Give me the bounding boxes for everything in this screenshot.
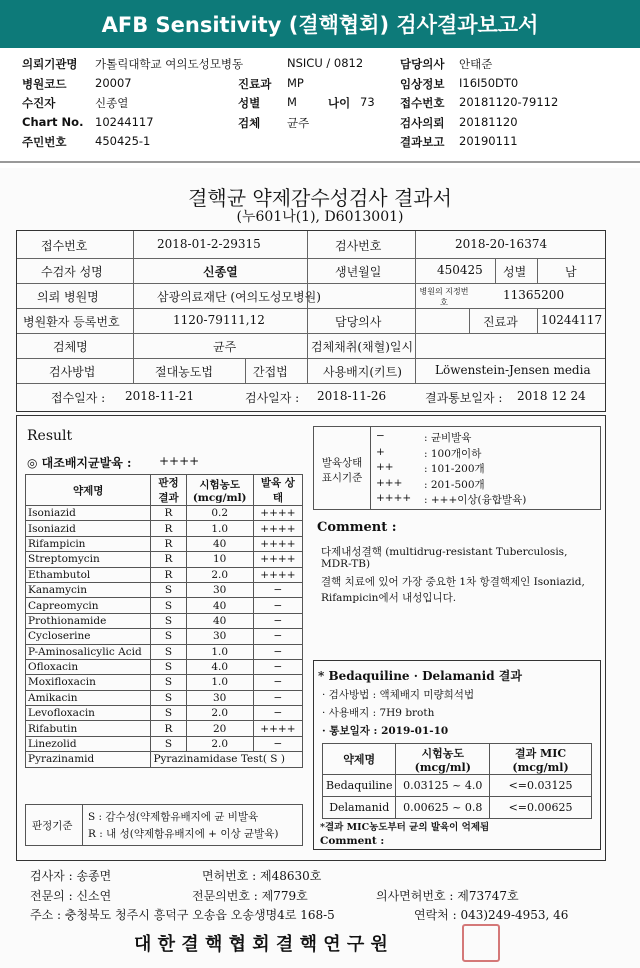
growth-symbol: +++ bbox=[376, 476, 403, 489]
collect-label: 검체채취(채혈)일시 bbox=[311, 340, 414, 354]
table-row bbox=[26, 521, 303, 536]
col-drug: 약제명 bbox=[26, 475, 151, 506]
control-label: ◎ 대조배지균발육 : bbox=[27, 456, 132, 470]
footer-line2-c: 의사면허번호 : 제73747호 bbox=[376, 889, 519, 903]
drug-name: Streptomycin bbox=[26, 552, 151, 567]
footer-org: 대 한 결 핵 협 회 결 핵 연 구 원 bbox=[134, 934, 388, 955]
notified-label: 결과통보일자 : bbox=[425, 391, 503, 405]
control-value: ++++ bbox=[159, 454, 200, 468]
mic-note: *결과 MIC농도부터 균의 발육이 억제됨 bbox=[320, 822, 490, 833]
institution-value: 가톨릭대학교 여의도성모병동 bbox=[95, 57, 244, 71]
criteria-label: 판정기준 bbox=[32, 820, 73, 832]
report-title: AFB Sensitivity (결핵협회) 검사결과보고서 bbox=[0, 0, 640, 48]
received: 2018-11-21 bbox=[125, 389, 195, 403]
concentration: 1.0 bbox=[186, 675, 253, 690]
examinee-value: 신종열 bbox=[95, 96, 129, 110]
age-value: 73 bbox=[360, 95, 375, 109]
table-row bbox=[26, 659, 303, 674]
concentration: 30 bbox=[186, 582, 253, 597]
growth: − bbox=[253, 629, 302, 644]
growth-meaning: : 101-200개 bbox=[424, 463, 485, 475]
mic-result: <=0.03125 bbox=[490, 775, 592, 797]
growth: − bbox=[253, 690, 302, 705]
media: Löwenstein-Jensen media bbox=[435, 363, 591, 377]
dept-label: 진료과 bbox=[483, 315, 518, 329]
table-row bbox=[26, 706, 303, 721]
comment-line-2: MDR-TB) bbox=[321, 558, 371, 570]
judgement: R bbox=[151, 721, 186, 736]
hospital: 삼광의료재단 (여의도성모병원) bbox=[157, 290, 321, 304]
table-row bbox=[26, 582, 303, 597]
specimen: 균주 bbox=[213, 340, 237, 354]
report-header bbox=[22, 54, 622, 152]
concentration: 40 bbox=[186, 598, 253, 613]
receipt-no-label: 접수번호 bbox=[41, 239, 88, 253]
table-row bbox=[26, 721, 303, 736]
criteria-s: S : 감수성(약제함유배지에 균 비발육 bbox=[88, 811, 259, 823]
mic-col-conc: 시험농도 (mcg/ml) bbox=[396, 744, 490, 775]
tested: 2018-11-26 bbox=[317, 389, 387, 403]
doc-subtitle: (누601나(1), D6013001) bbox=[236, 209, 404, 225]
growth: ++++ bbox=[253, 721, 302, 736]
comment-line-1: 다제내성결핵 (multidrug-resistant Tuberculosis, bbox=[321, 546, 568, 558]
growth-symbol: ++ bbox=[376, 461, 394, 473]
drug-name: Rifabutin bbox=[26, 721, 151, 736]
footer-line1-a: 검사자 : 송종면 bbox=[30, 869, 112, 883]
concentration: 4.0 bbox=[186, 659, 253, 674]
footer-line2-a: 전문의 : 신소연 bbox=[30, 889, 112, 903]
judgement: S bbox=[151, 644, 186, 659]
rrn-value: 450425-1 bbox=[95, 134, 151, 148]
dept-label: 진료과 bbox=[238, 76, 272, 91]
growth: ++++ bbox=[253, 506, 302, 521]
drug-name: Moxifloxacin bbox=[26, 675, 151, 690]
concentration: 30 bbox=[186, 629, 253, 644]
concentration: 30 bbox=[186, 690, 253, 705]
drug-name: P-Aminosalicylic Acid bbox=[26, 644, 151, 659]
pza-drug: Pyrazinamid bbox=[26, 752, 151, 767]
judgement: S bbox=[151, 582, 186, 597]
growth: − bbox=[253, 598, 302, 613]
concentration: 10 bbox=[186, 552, 253, 567]
footer-address: 주소 : 충청북도 청주시 흥덕구 오송읍 오송생명4로 168-5 bbox=[30, 908, 335, 922]
concentration: 1.0 bbox=[186, 521, 253, 536]
growth: ++++ bbox=[253, 567, 302, 582]
drug-name: Isoniazid bbox=[26, 521, 151, 536]
scanned-report bbox=[0, 168, 640, 968]
table-row bbox=[26, 552, 303, 567]
header-divider bbox=[0, 161, 640, 163]
result-title: Result bbox=[27, 428, 73, 444]
patient-info-table bbox=[16, 230, 606, 412]
table-row bbox=[26, 690, 303, 705]
doctor-value: 안태준 bbox=[459, 57, 493, 71]
doc-title: 결핵균 약제감수성검사 결과서 bbox=[188, 186, 452, 210]
col-conc: 시험농도 (mcg/ml) bbox=[186, 475, 253, 506]
designated-no: 11365200 bbox=[503, 288, 565, 302]
judgement: S bbox=[151, 613, 186, 628]
growth-meaning: : 201-500개 bbox=[424, 478, 485, 491]
growth-meaning: : 균비발육 bbox=[424, 432, 472, 444]
judgement: S bbox=[151, 690, 186, 705]
judgement: R bbox=[151, 521, 186, 536]
drug-name: Levofloxacin bbox=[26, 706, 151, 721]
drug-table bbox=[25, 474, 303, 768]
table-row bbox=[26, 598, 303, 613]
report-date-label: 결과보고 bbox=[400, 135, 445, 149]
judgement: S bbox=[151, 675, 186, 690]
bdq-method: · 검사방법 : 액체배지 미량희석법 bbox=[322, 689, 475, 701]
test-no: 2018-20-16374 bbox=[455, 237, 548, 251]
specimen-label: 검체 bbox=[238, 115, 261, 130]
notified: 2018 12 24 bbox=[517, 389, 586, 403]
doctor-label: 담당의사 bbox=[400, 57, 445, 71]
table-row bbox=[26, 613, 303, 628]
judgement: R bbox=[151, 506, 186, 521]
table-row bbox=[26, 675, 303, 690]
bdq-media: · 사용배지 : 7H9 broth bbox=[322, 707, 435, 719]
footer-line2-b: 전문의번호 : 제779호 bbox=[192, 889, 308, 903]
receipt-no-label: 접수번호 bbox=[400, 96, 445, 110]
judgement: S bbox=[151, 659, 186, 674]
concentration: 2.0 bbox=[186, 706, 253, 721]
table-row bbox=[26, 567, 303, 582]
footer-line1-b: 면허번호 : 제48630호 bbox=[202, 869, 322, 883]
growth-symbol: − bbox=[376, 430, 385, 442]
mic-conc: 0.03125 ~ 4.0 bbox=[396, 775, 490, 797]
table-row bbox=[26, 536, 303, 551]
concentration: 20 bbox=[186, 721, 253, 736]
growth-label: 발육상태 표시기준 bbox=[321, 457, 363, 484]
criteria-box bbox=[25, 804, 303, 846]
institution-label: 의뢰기관명 bbox=[22, 57, 78, 71]
drug-name: Amikacin bbox=[26, 690, 151, 705]
mic-col-mic: 결과 MIC (mcg/ml) bbox=[490, 744, 592, 775]
growth-meaning: : 100개이하 bbox=[424, 447, 482, 460]
mic-row bbox=[323, 775, 592, 797]
receipt-no: 2018-01-2-29315 bbox=[157, 237, 261, 251]
growth: − bbox=[253, 613, 302, 628]
judgement: R bbox=[151, 567, 186, 582]
clinical-label: 임상정보 bbox=[400, 76, 445, 91]
hospital-code-label: 병원코드 bbox=[22, 76, 67, 91]
concentration: 2.0 bbox=[186, 736, 253, 751]
age-label: 나이 bbox=[328, 96, 351, 110]
growth: ++++ bbox=[253, 536, 302, 551]
mic-table bbox=[322, 743, 592, 819]
judgement: S bbox=[151, 598, 186, 613]
table-row bbox=[26, 506, 303, 521]
seal-stamp bbox=[462, 924, 500, 962]
patient-no-label: 병원환자 등록번호 bbox=[23, 315, 120, 329]
comment-title: Comment : bbox=[317, 520, 397, 535]
rrn-label: 주민번호 bbox=[22, 135, 67, 149]
concentration: 40 bbox=[186, 536, 253, 551]
mic-result: <=0.00625 bbox=[490, 797, 592, 819]
growth: − bbox=[253, 706, 302, 721]
drug-name: Ethambutol bbox=[26, 567, 151, 582]
growth: − bbox=[253, 644, 302, 659]
bdq-title: * Bedaquiline · Delamanid 결과 bbox=[318, 669, 522, 683]
criteria-r: R : 내 성(약제함유배지에 + 이상 균발육) bbox=[88, 828, 279, 840]
growth: − bbox=[253, 582, 302, 597]
bdq-box bbox=[313, 660, 601, 850]
drug-name: Capreomycin bbox=[26, 598, 151, 613]
growth: − bbox=[253, 659, 302, 674]
judgement: S bbox=[151, 706, 186, 721]
specimen-label: 검체명 bbox=[53, 340, 88, 354]
chart-label: Chart No. bbox=[22, 114, 84, 129]
judgement: S bbox=[151, 736, 186, 751]
concentration: 2.0 bbox=[186, 567, 253, 582]
examinee-label: 수진자 bbox=[22, 96, 56, 110]
growth-symbol: + bbox=[376, 445, 385, 458]
designated-label: 병원의 지정번호 bbox=[419, 287, 469, 307]
tested-label: 검사일자 : bbox=[245, 391, 300, 405]
sex: 남 bbox=[565, 265, 577, 279]
growth: ++++ bbox=[253, 552, 302, 567]
concentration: 40 bbox=[186, 613, 253, 628]
method2: 간접법 bbox=[253, 365, 288, 379]
growth-symbol: ++++ bbox=[376, 492, 412, 504]
request-date-label: 검사의뢰 bbox=[400, 115, 445, 130]
col-judgement: 판정 결과 bbox=[151, 475, 186, 506]
dept-value: MP bbox=[287, 75, 304, 90]
judgement: S bbox=[151, 629, 186, 644]
method1: 절대농도법 bbox=[155, 365, 213, 379]
mic-drug: Bedaquiline bbox=[323, 775, 396, 797]
patient-no: 1120-79111,12 bbox=[173, 313, 265, 327]
request-date-value: 20181120 bbox=[459, 114, 518, 129]
table-row bbox=[26, 644, 303, 659]
dept-value: 10244117 bbox=[541, 313, 603, 327]
report-date-value: 20190111 bbox=[459, 134, 518, 148]
birth-label: 생년월일 bbox=[335, 265, 382, 279]
growth: − bbox=[253, 675, 302, 690]
chart-value: 10244117 bbox=[95, 114, 154, 129]
judgement: R bbox=[151, 536, 186, 551]
doctor-label: 담당의사 bbox=[335, 315, 382, 329]
drug-name: Isoniazid bbox=[26, 506, 151, 521]
footer-contact: 연락처 : 043)249-4953, 46 bbox=[414, 908, 569, 922]
growth: − bbox=[253, 736, 302, 751]
sex-label: 성별 bbox=[503, 265, 527, 279]
received-label: 접수일자 : bbox=[51, 391, 106, 405]
receipt-no-value: 20181120-79112 bbox=[459, 95, 559, 109]
pza-value: Pyrazinamidase Test( S ) bbox=[151, 752, 303, 767]
mic-conc: 0.00625 ~ 0.8 bbox=[396, 797, 490, 819]
specimen-value: 균주 bbox=[287, 115, 310, 130]
ward-value: NSICU / 0812 bbox=[287, 56, 364, 70]
mic-col-drug: 약제명 bbox=[323, 744, 396, 775]
drug-name: Cycloserine bbox=[26, 629, 151, 644]
table-row bbox=[26, 629, 303, 644]
sex-label: 성별 bbox=[238, 96, 261, 110]
bdq-date: · 통보일자 : 2019-01-10 bbox=[322, 725, 449, 737]
result-section bbox=[16, 415, 606, 861]
hospital-label: 의뢰 병원명 bbox=[37, 290, 99, 304]
comment-line-4: Rifampicin에서 내성입니다. bbox=[321, 592, 457, 604]
media-label: 사용배지(키트) bbox=[323, 365, 402, 379]
concentration: 1.0 bbox=[186, 644, 253, 659]
name-label: 수검자 성명 bbox=[41, 265, 103, 279]
birth: 450425 bbox=[437, 263, 483, 277]
sex-value: M bbox=[287, 95, 297, 109]
mic-comment: Comment : bbox=[320, 835, 385, 847]
mic-drug: Delamanid bbox=[323, 797, 396, 819]
table-row bbox=[26, 736, 303, 751]
drug-name: Linezolid bbox=[26, 736, 151, 751]
concentration: 0.2 bbox=[186, 506, 253, 521]
growth: ++++ bbox=[253, 521, 302, 536]
col-growth: 발육 상태 bbox=[253, 475, 302, 506]
method-label: 검사방법 bbox=[49, 365, 96, 379]
drug-name: Prothionamide bbox=[26, 613, 151, 628]
growth-legend bbox=[313, 426, 601, 510]
drug-name: Ofloxacin bbox=[26, 659, 151, 674]
mic-row bbox=[323, 797, 592, 819]
test-no-label: 검사번호 bbox=[335, 239, 382, 253]
examinee-name: 신종열 bbox=[203, 265, 238, 279]
judgement: R bbox=[151, 552, 186, 567]
clinical-value: I16I50DT0 bbox=[459, 75, 519, 90]
growth-meaning: : +++이상(융합발육) bbox=[424, 494, 527, 506]
comment-line-3: 결핵 치료에 있어 가장 중요한 1차 항결핵제인 Isoniazid, bbox=[321, 576, 585, 588]
drug-name: Kanamycin bbox=[26, 582, 151, 597]
hospital-code-value: 20007 bbox=[95, 75, 132, 90]
drug-name: Rifampicin bbox=[26, 536, 151, 551]
